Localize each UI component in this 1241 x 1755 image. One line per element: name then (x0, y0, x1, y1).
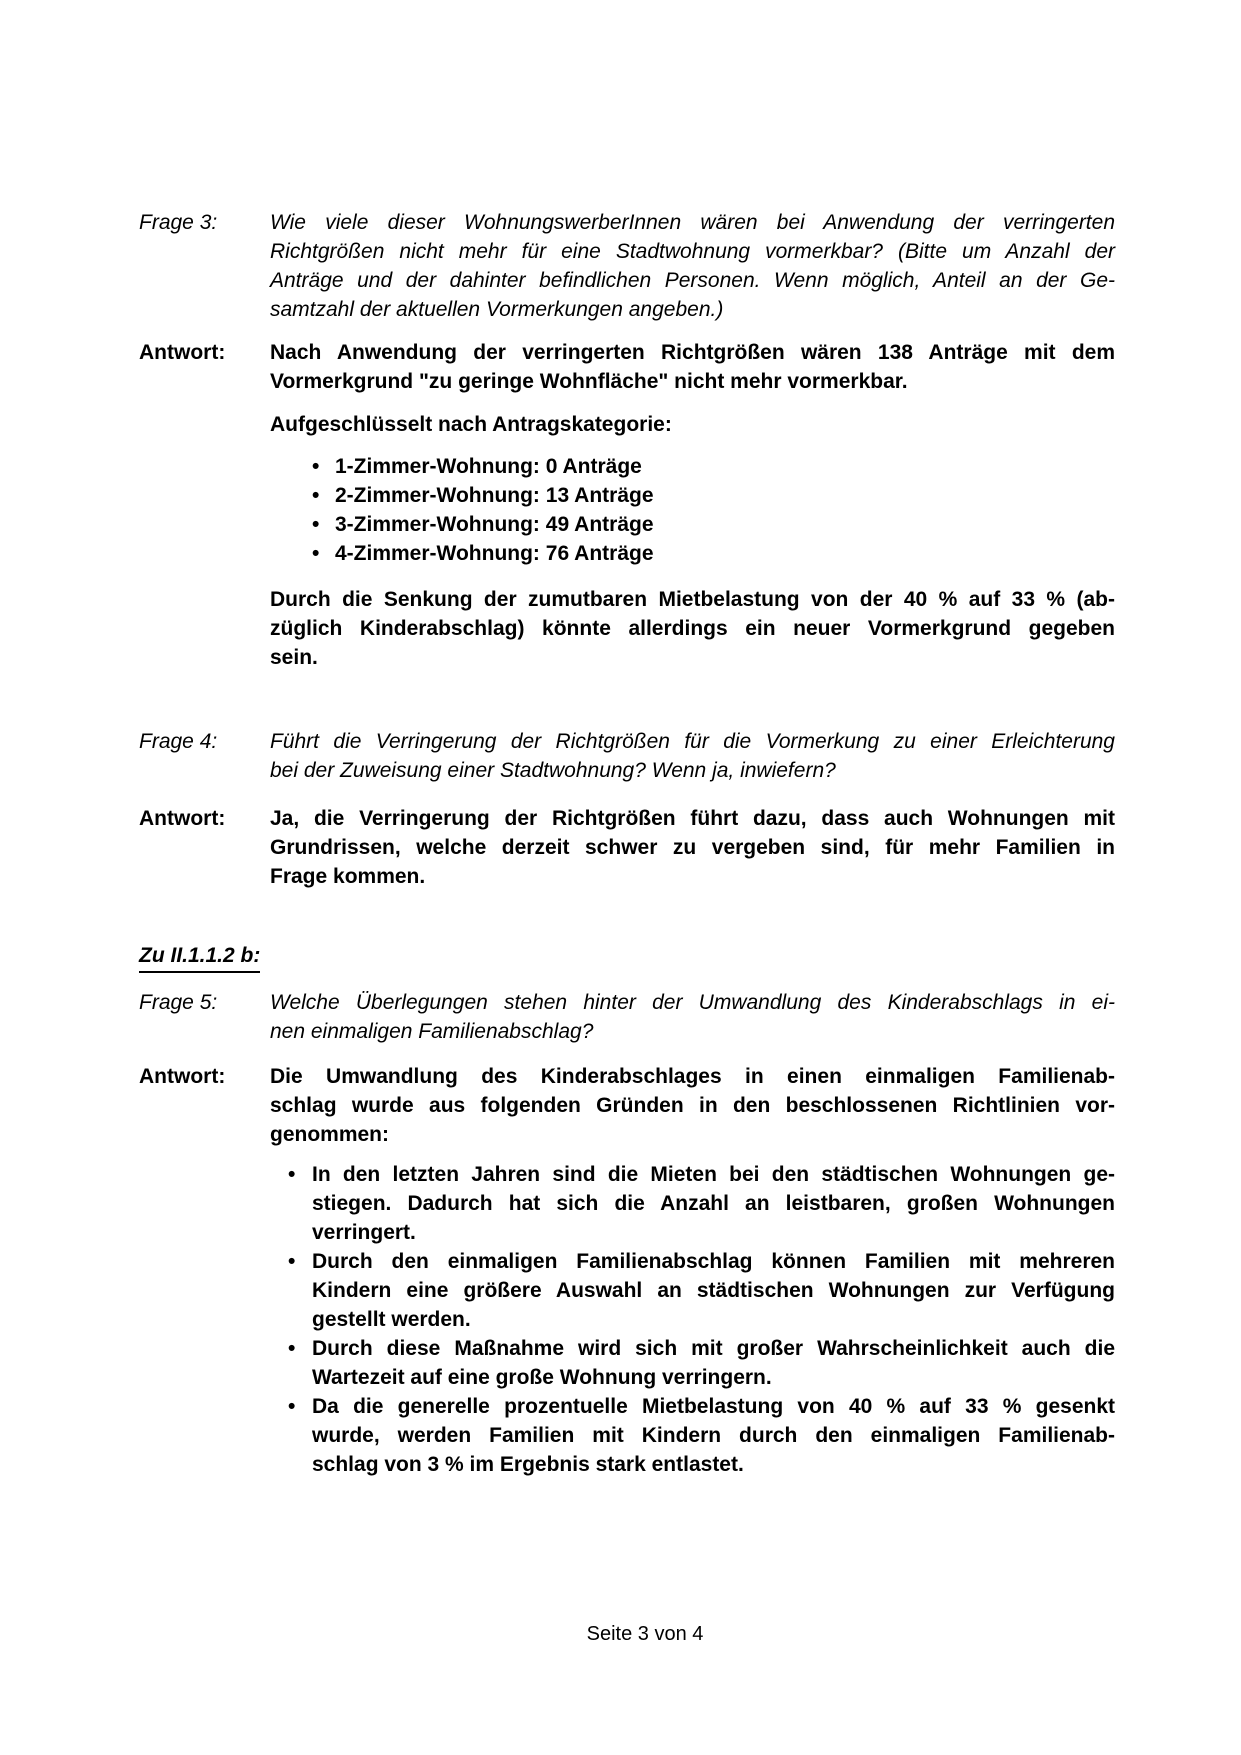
bullet-icon: • (288, 1163, 296, 1186)
list-item-line: Kindern eine größere Auswahl an städtischen Wohnungen zur Verfügung (312, 1279, 1115, 1302)
question-line: Führt die Verringerung der Richtgrößen für die Vormerkung zu einer Erleichterung (270, 730, 1115, 753)
section-heading: Zu II.1.1.2 b: (139, 941, 260, 973)
list-item (270, 539, 1115, 568)
answer-line: Nach Anwendung der verringerten Richtgrößen wären 138 Anträge mit dem (270, 341, 1115, 364)
list-item (270, 1392, 1115, 1479)
bullet-icon: • (312, 513, 320, 536)
list-item-line: gestellt werden. (312, 1308, 471, 1331)
frage3-answer-block (139, 338, 1115, 672)
list-item (270, 1334, 1115, 1392)
answer-line: genommen: (270, 1123, 390, 1146)
note-line: Durch die Senkung der zumutbaren Mietbelastung von der 40 % auf 33 % (ab- (270, 588, 1115, 611)
answer-line: Frage kommen. (270, 865, 426, 888)
note-paragraph (270, 585, 1115, 672)
list-item-line: Wartezeit auf eine große Wohnung verringern. (312, 1366, 772, 1389)
list-item-text: 2-Zimmer-Wohnung: 13 Anträge (335, 484, 654, 507)
question-line: Wie viele dieser WohnungswerberInnen wären bei Anwendung der verringerten (270, 211, 1115, 234)
question-line: Anträge und der dahinter befindlichen Personen. Wenn möglich, Anteil an der Ge- (270, 269, 1115, 292)
question-line: bei der Zuweisung einer Stadtwohnung? Wenn ja, inwiefern? (270, 759, 836, 782)
answer-line: Grundrissen, welche derzeit schwer zu vergeben sind, für mehr Familien in (270, 836, 1115, 859)
bullet-icon: • (312, 455, 320, 478)
bullet-icon: • (312, 542, 320, 565)
frage4-answer-block (139, 804, 1115, 891)
bullet-icon: • (288, 1395, 296, 1418)
list-item-line: schlag von 3 % im Ergebnis stark entlastet. (312, 1453, 744, 1476)
list-item-text: 3-Zimmer-Wohnung: 49 Anträge (335, 513, 654, 536)
list-item-text: 4-Zimmer-Wohnung: 76 Anträge (335, 542, 654, 565)
breakdown-heading: Aufgeschlüsselt nach Antragskategorie: (270, 413, 672, 436)
list-item (270, 481, 1115, 510)
list-item-line: verringert. (312, 1221, 416, 1244)
list-item-text: 1-Zimmer-Wohnung: 0 Anträge (335, 455, 642, 478)
answer-line: schlag wurde aus folgenden Gründen in den beschlossenen Richtlinien vor- (270, 1094, 1115, 1117)
antwort3-label: Antwort: (139, 341, 226, 364)
list-item (270, 1247, 1115, 1334)
list-item-line: stiegen. Dadurch hat sich die Anzahl an leistbaren, großen Wohnungen (312, 1192, 1115, 1215)
list-item-line: Da die generelle prozentuelle Mietbelastung von 40 % auf 33 % gesenkt (312, 1395, 1115, 1418)
frage3-question-block (139, 208, 1115, 324)
antwort4-label: Antwort: (139, 807, 226, 830)
answer-line: Ja, die Verringerung der Richtgrößen führt dazu, dass auch Wohnungen mit (270, 807, 1115, 830)
list-item (270, 510, 1115, 539)
list-item-line: Durch den einmaligen Familienabschlag können Familien mit mehreren (312, 1250, 1115, 1273)
reason-list (270, 1160, 1115, 1479)
list-item-line: wurde, werden Familien mit Kindern durch den einmaligen Familienab- (312, 1424, 1115, 1447)
list-item-line: Durch diese Maßnahme wird sich mit großer Wahrscheinlichkeit auch die (312, 1337, 1115, 1360)
bullet-icon: • (288, 1337, 296, 1360)
note-line: sein. (270, 646, 318, 669)
question-line: Welche Überlegungen stehen hinter der Umwandlung des Kinderabschlags in ei- (270, 991, 1115, 1014)
list-item-line: In den letzten Jahren sind die Mieten bei den städtischen Wohnungen ge- (312, 1163, 1115, 1186)
answer-line: Die Umwandlung des Kinderabschlages in einen einmaligen Familienab- (270, 1065, 1115, 1088)
frage4-label: Frage 4: (139, 730, 218, 753)
note-line: züglich Kinderabschlag) könnte allerdings ein neuer Vormerkgrund gegeben (270, 617, 1115, 640)
frage5-label: Frage 5: (139, 991, 218, 1014)
question-line: samtzahl der aktuellen Vormerkungen angeben.) (270, 298, 724, 321)
bullet-icon: • (312, 484, 320, 507)
frage5-question-block (139, 988, 1115, 1046)
bullet-icon: • (288, 1250, 296, 1273)
list-item (270, 452, 1115, 481)
antwort5-label: Antwort: (139, 1065, 226, 1088)
page-footer: Seite 3 von 4 (586, 1623, 704, 1645)
answer-line: Vormerkgrund "zu geringe Wohnfläche" nicht mehr vormerkbar. (270, 370, 908, 393)
frage4-question-block (139, 727, 1115, 785)
question-line: nen einmaligen Familienabschlag? (270, 1020, 594, 1043)
category-list (270, 452, 1115, 568)
list-item (270, 1160, 1115, 1247)
frage5-answer-block (139, 1062, 1115, 1479)
frage3-label: Frage 3: (139, 211, 218, 234)
section-heading-block (139, 941, 1115, 973)
question-line: Richtgrößen nicht mehr für eine Stadtwohnung vormerkbar? (Bitte um Anzahl der (270, 240, 1115, 263)
